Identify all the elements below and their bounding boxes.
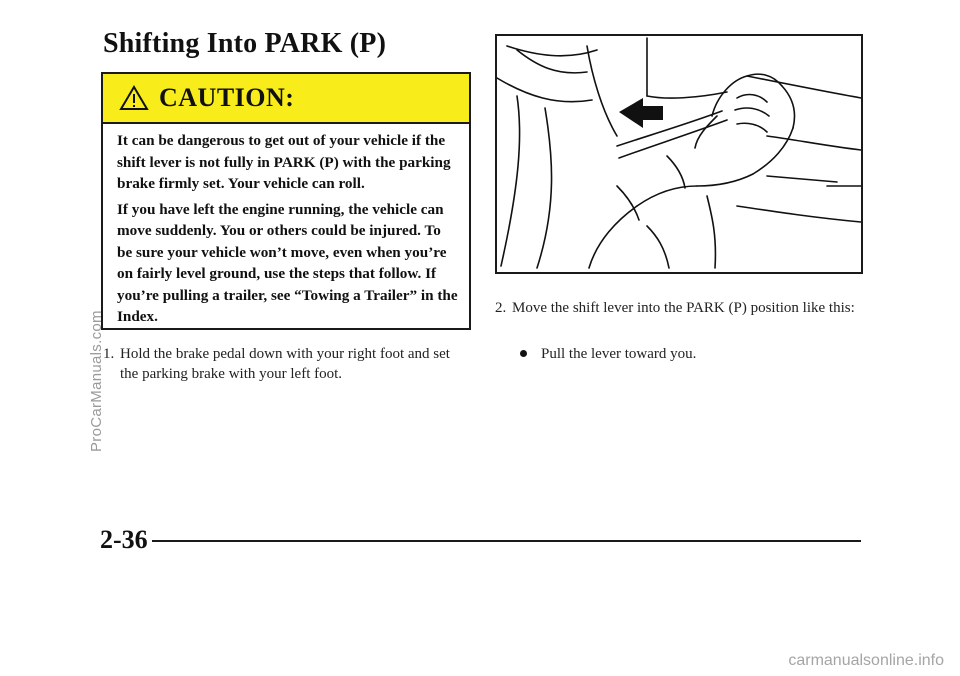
step-1: [103, 344, 463, 384]
page-number: 2-36: [100, 525, 148, 554]
bottom-watermark: carmanualsonline.info: [788, 652, 944, 669]
step-text: Move the shift lever into the PARK (P) position like this:: [512, 300, 855, 316]
caution-body: [103, 124, 469, 328]
step-number: 2.: [495, 300, 507, 316]
footer-divider: [152, 540, 861, 542]
caution-title: CAUTION:: [159, 83, 295, 112]
hand-pulling-shift-lever-illustration: [497, 36, 861, 272]
bullet-text: Pull the lever toward you.: [541, 346, 697, 362]
step-text: Hold the brake pedal down with your right foot and set the parking brake with your left foot.: [120, 346, 450, 382]
caution-header: [103, 74, 469, 124]
caution-paragraph: It can be dangerous to get out of your vehicle if the shift lever is not fully in PARK (P) with the parking brake firmly set. Your vehicle can roll.: [117, 132, 451, 192]
warning-triangle-icon: [119, 85, 149, 111]
shift-lever-illustration: [495, 34, 863, 274]
step-2: [495, 299, 865, 318]
list-item: [520, 344, 696, 364]
section-heading: Shifting Into PARK (P): [103, 28, 387, 59]
bullet-icon: [520, 350, 527, 357]
caution-box: [101, 72, 471, 330]
side-watermark: ProCarManuals.com: [88, 310, 105, 452]
caution-paragraph: If you have left the engine running, the vehicle can move suddenly. You or others could be injured. To be sure your vehicle won’t move, even when you’re on fairly level ground, use the steps that follow. If you’re pulling a trailer, see “Towing a Trailer” in the Index.: [117, 200, 458, 325]
step-number: 1.: [103, 346, 115, 362]
